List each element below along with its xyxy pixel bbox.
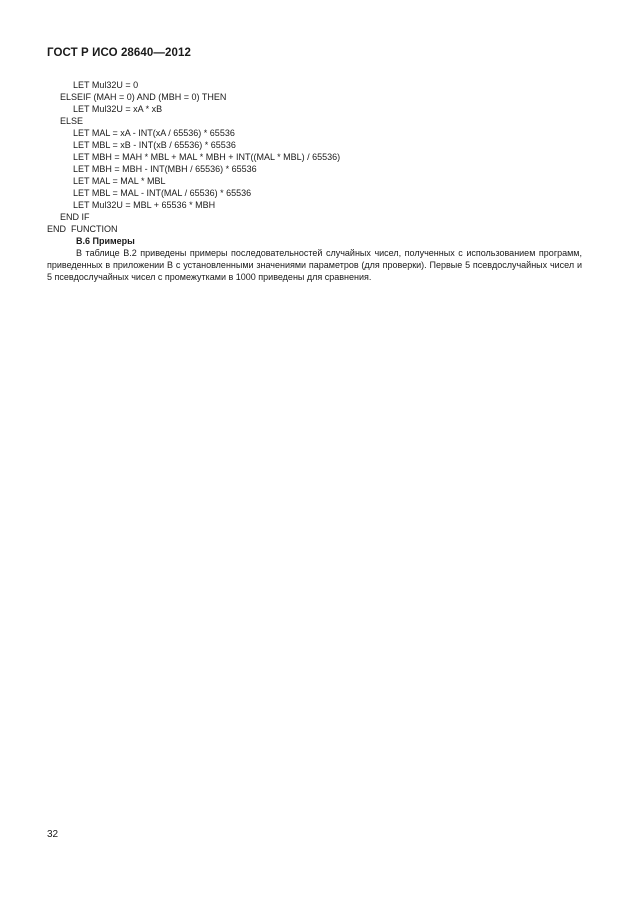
code-line: ELSE [60,116,84,126]
code-line: LET MAL = MAL * MBL [73,176,166,186]
page-number: 32 [47,829,59,840]
code-line: END FUNCTION [47,224,118,234]
code-line: LET MAL = xA - INT(xA / 65536) * 65536 [73,128,235,138]
section-examples [47,235,582,283]
document-header-title: ГОСТ Р ИСО 28640—2012 [47,47,192,59]
code-line: LET Mul32U = xA * xB [73,104,163,114]
code-line: END IF [60,212,90,222]
code-line: LET MBH = MBH - INT(MBH / 65536) * 65536 [73,164,257,174]
code-line: LET MBH = MAH * MBL + MAL * MBH + INT((MAL * MBL) / 65536) [73,152,341,162]
code-line: ELSEIF (MAH = 0) AND (MBH = 0) THEN [60,92,227,102]
section-heading: В.6 Примеры [76,236,135,246]
code-line: LET Mul32U = 0 [73,80,139,90]
code-listing [47,79,340,235]
section-paragraph: В таблице В.2 приведены примеры последовательностей случайных чисел, полученных с использованием программ, приведенных в приложении В с установленными значениями параметров (для проверки). Первые 5 псевдослучайных чисел и 5 псевдослучайных чисел с промежутками в 1000 приведены для сравнения. [47,248,582,282]
code-line: LET MBL = xB - INT(xB / 65536) * 65536 [73,140,236,150]
code-line: LET MBL = MAL - INT(MAL / 65536) * 65536 [73,188,252,198]
code-line: LET Mul32U = MBL + 65536 * MBH [73,200,216,210]
